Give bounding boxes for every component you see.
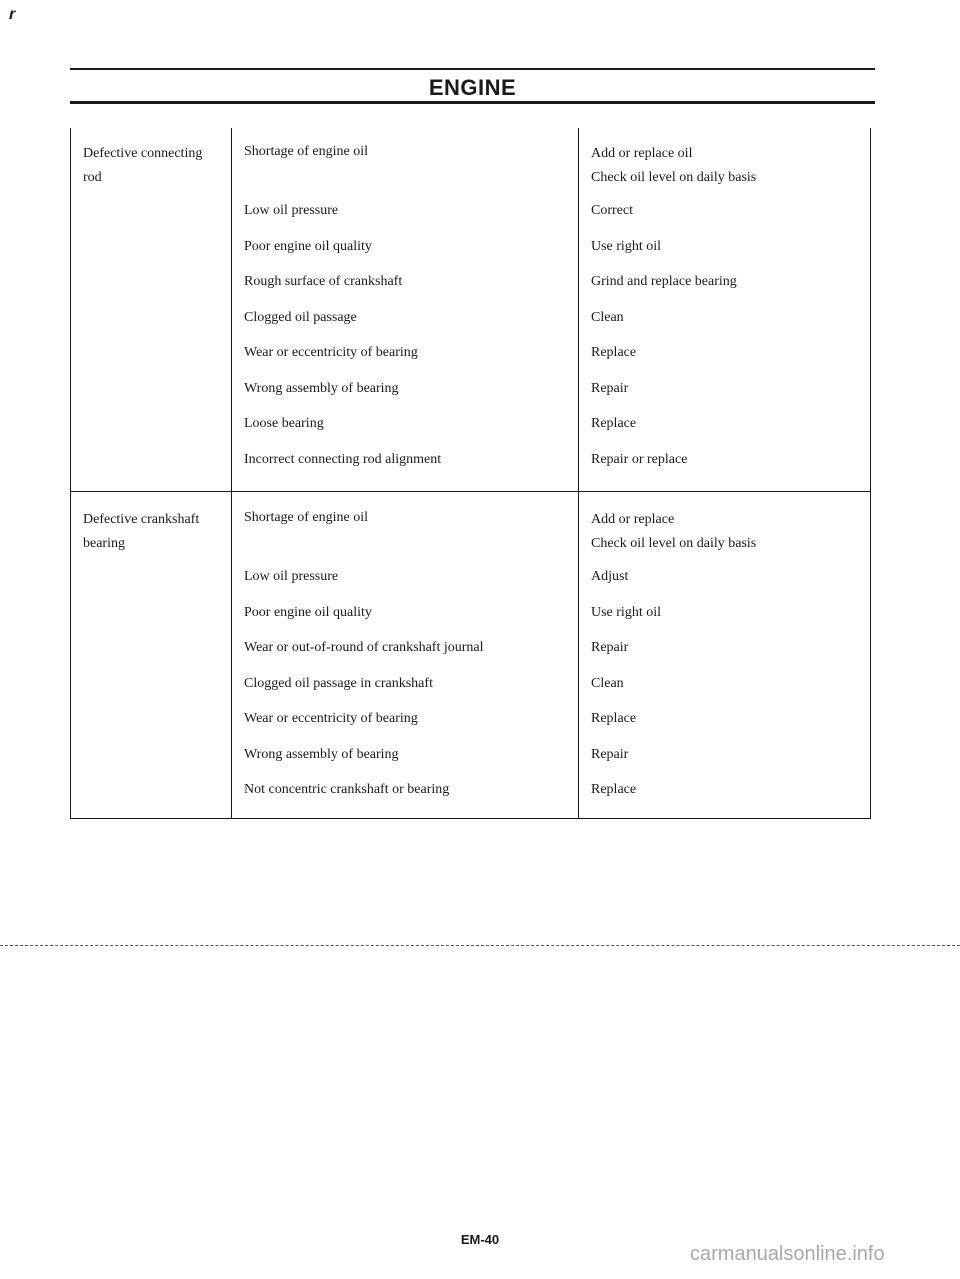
cause-item: Wear or eccentricity of bearing bbox=[244, 345, 418, 360]
cause-item: Low oil pressure bbox=[244, 569, 339, 584]
page-number: EM-40 bbox=[460, 1232, 500, 1247]
remedy-text: Add or replace oil bbox=[591, 146, 693, 161]
cause-item: Incorrect connecting rod alignment bbox=[244, 451, 442, 467]
condition-text: Defective crankshaft bearing bbox=[83, 512, 200, 551]
cause-item: Clogged oil passage in crankshaft bbox=[244, 675, 433, 691]
remedy-item bbox=[591, 142, 858, 201]
remedy-item: Replace bbox=[591, 345, 637, 360]
remedy-item: Repair or replace bbox=[591, 451, 688, 467]
remedy-item: Replace bbox=[591, 711, 637, 726]
remedy-item: Replace bbox=[591, 782, 637, 797]
remedy-item: Grind and replace bearing bbox=[591, 274, 737, 289]
cause-item: Shortage of engine oil bbox=[244, 144, 369, 159]
remedy-item: Use right oil bbox=[591, 604, 661, 620]
condition-cell bbox=[71, 492, 232, 819]
remedy-text: Check oil level on daily basis bbox=[591, 536, 757, 551]
remedies-cell bbox=[579, 128, 871, 492]
remedy-text: Check oil level on daily basis bbox=[591, 170, 757, 185]
causes-cell bbox=[232, 492, 579, 819]
condition-group bbox=[71, 128, 871, 492]
cause-item: Rough surface of crankshaft bbox=[244, 274, 403, 289]
condition-group bbox=[71, 492, 871, 819]
cause-item: Poor engine oil quality bbox=[244, 604, 372, 620]
site-watermark: carmanualsonline.info bbox=[690, 1243, 885, 1265]
remedy-item: Clean bbox=[591, 309, 624, 325]
cause-item: Wrong assembly of bearing bbox=[244, 380, 399, 396]
cause-item: Shortage of engine oil bbox=[244, 510, 369, 525]
troubleshooting-table bbox=[70, 128, 871, 819]
cause-item: Wear or eccentricity of bearing bbox=[244, 711, 418, 726]
cause-item: Poor engine oil quality bbox=[244, 238, 372, 254]
cause-item: Not concentric crankshaft or bearing bbox=[244, 782, 450, 797]
cause-item: Loose bearing bbox=[244, 416, 324, 431]
remedy-item: Clean bbox=[591, 675, 624, 691]
condition-cell bbox=[71, 128, 232, 492]
causes-cell bbox=[232, 128, 579, 492]
header-rule-top bbox=[70, 68, 875, 70]
remedy-item: Correct bbox=[591, 203, 633, 218]
header-rule-bottom bbox=[70, 101, 875, 104]
scan-dashed-divider bbox=[0, 945, 960, 946]
remedy-item: Repair bbox=[591, 640, 629, 655]
remedies-cell bbox=[579, 492, 871, 819]
condition-text: Defective connecting rod bbox=[83, 146, 203, 185]
cause-item: Low oil pressure bbox=[244, 203, 339, 218]
section-title: ENGINE bbox=[428, 75, 517, 100]
cause-item: Wear or out-of-round of crankshaft journal bbox=[244, 640, 484, 655]
remedy-item: Repair bbox=[591, 380, 629, 396]
remedy-item bbox=[591, 508, 858, 567]
remedy-text: Add or replace bbox=[591, 512, 675, 527]
cause-item: Clogged oil passage bbox=[244, 309, 357, 325]
cause-item: Wrong assembly of bearing bbox=[244, 746, 399, 762]
remedy-item: Replace bbox=[591, 416, 637, 431]
corner-mark: r bbox=[7, 6, 18, 23]
remedy-item: Adjust bbox=[591, 569, 629, 584]
remedy-item: Use right oil bbox=[591, 238, 661, 254]
remedy-item: Repair bbox=[591, 746, 629, 762]
